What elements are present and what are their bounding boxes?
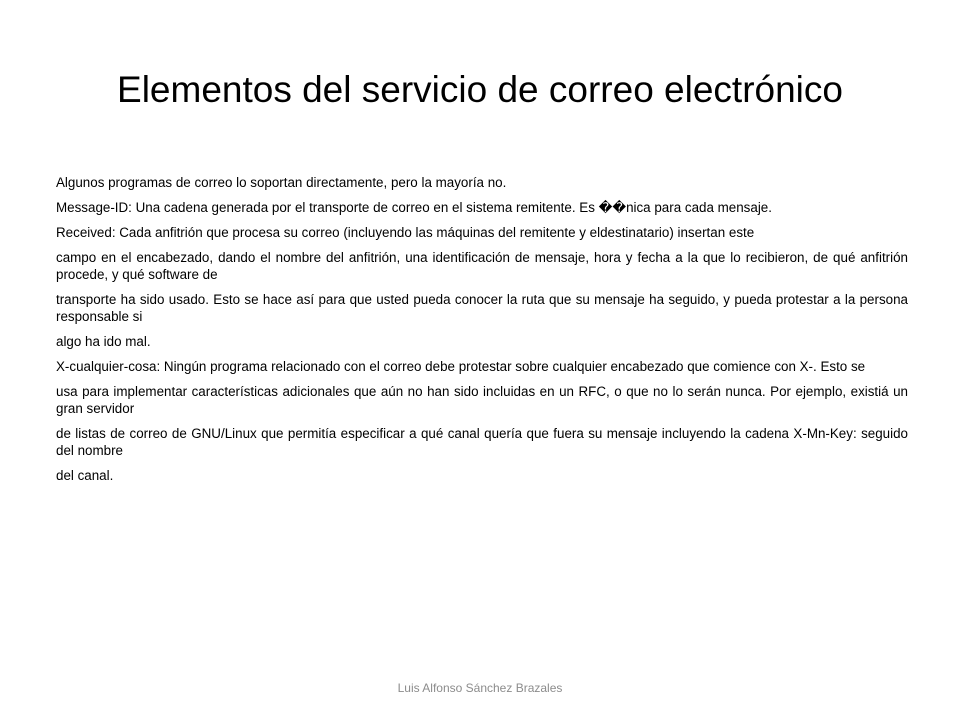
body-paragraph: algo ha ido mal. bbox=[56, 334, 151, 349]
slide-footer: Luis Alfonso Sánchez Brazales bbox=[397, 681, 563, 695]
slide-body bbox=[56, 174, 908, 492]
body-paragraph: X-cualquier-cosa: Ningún programa relacionado con el correo debe protestar sobre cualquier encabezado que comience con X-. Esto se bbox=[56, 359, 866, 374]
slide-title: Elementos del servicio de correo electrónico bbox=[117, 69, 843, 110]
body-paragraph: Received: Cada anfitrión que procesa su correo (incluyendo las máquinas del remitente y eldestinatario) insertan este bbox=[56, 225, 755, 240]
body-paragraph: del canal. bbox=[56, 468, 114, 483]
body-paragraph: de listas de correo de GNU/Linux que permitía especificar a qué canal quería que fuera su mensaje incluyendo la cadena X-Mn-Key: seguido del nombre bbox=[56, 426, 908, 458]
body-paragraph: Message-ID: Una cadena generada por el transporte de correo en el sistema remitente. Es ��nica para cada mensaje. bbox=[56, 200, 772, 215]
body-paragraph: transporte ha sido usado. Esto se hace así para que usted pueda conocer la ruta que su mensaje ha seguido, y pueda protestar a la persona responsable si bbox=[56, 292, 908, 324]
body-paragraph: usa para implementar características adicionales que aún no han sido incluidas en un RFC, o que no lo serán nunca. Por ejemplo, existiá un gran servidor bbox=[56, 384, 908, 416]
body-paragraph: campo en el encabezado, dando el nombre del anfitrión, una identificación de mensaje, hora y fecha a la que lo recibieron, de qué anfitrión procede, y qué software de bbox=[56, 250, 908, 282]
body-paragraph: Algunos programas de correo lo soportan directamente, pero la mayoría no. bbox=[56, 175, 507, 190]
